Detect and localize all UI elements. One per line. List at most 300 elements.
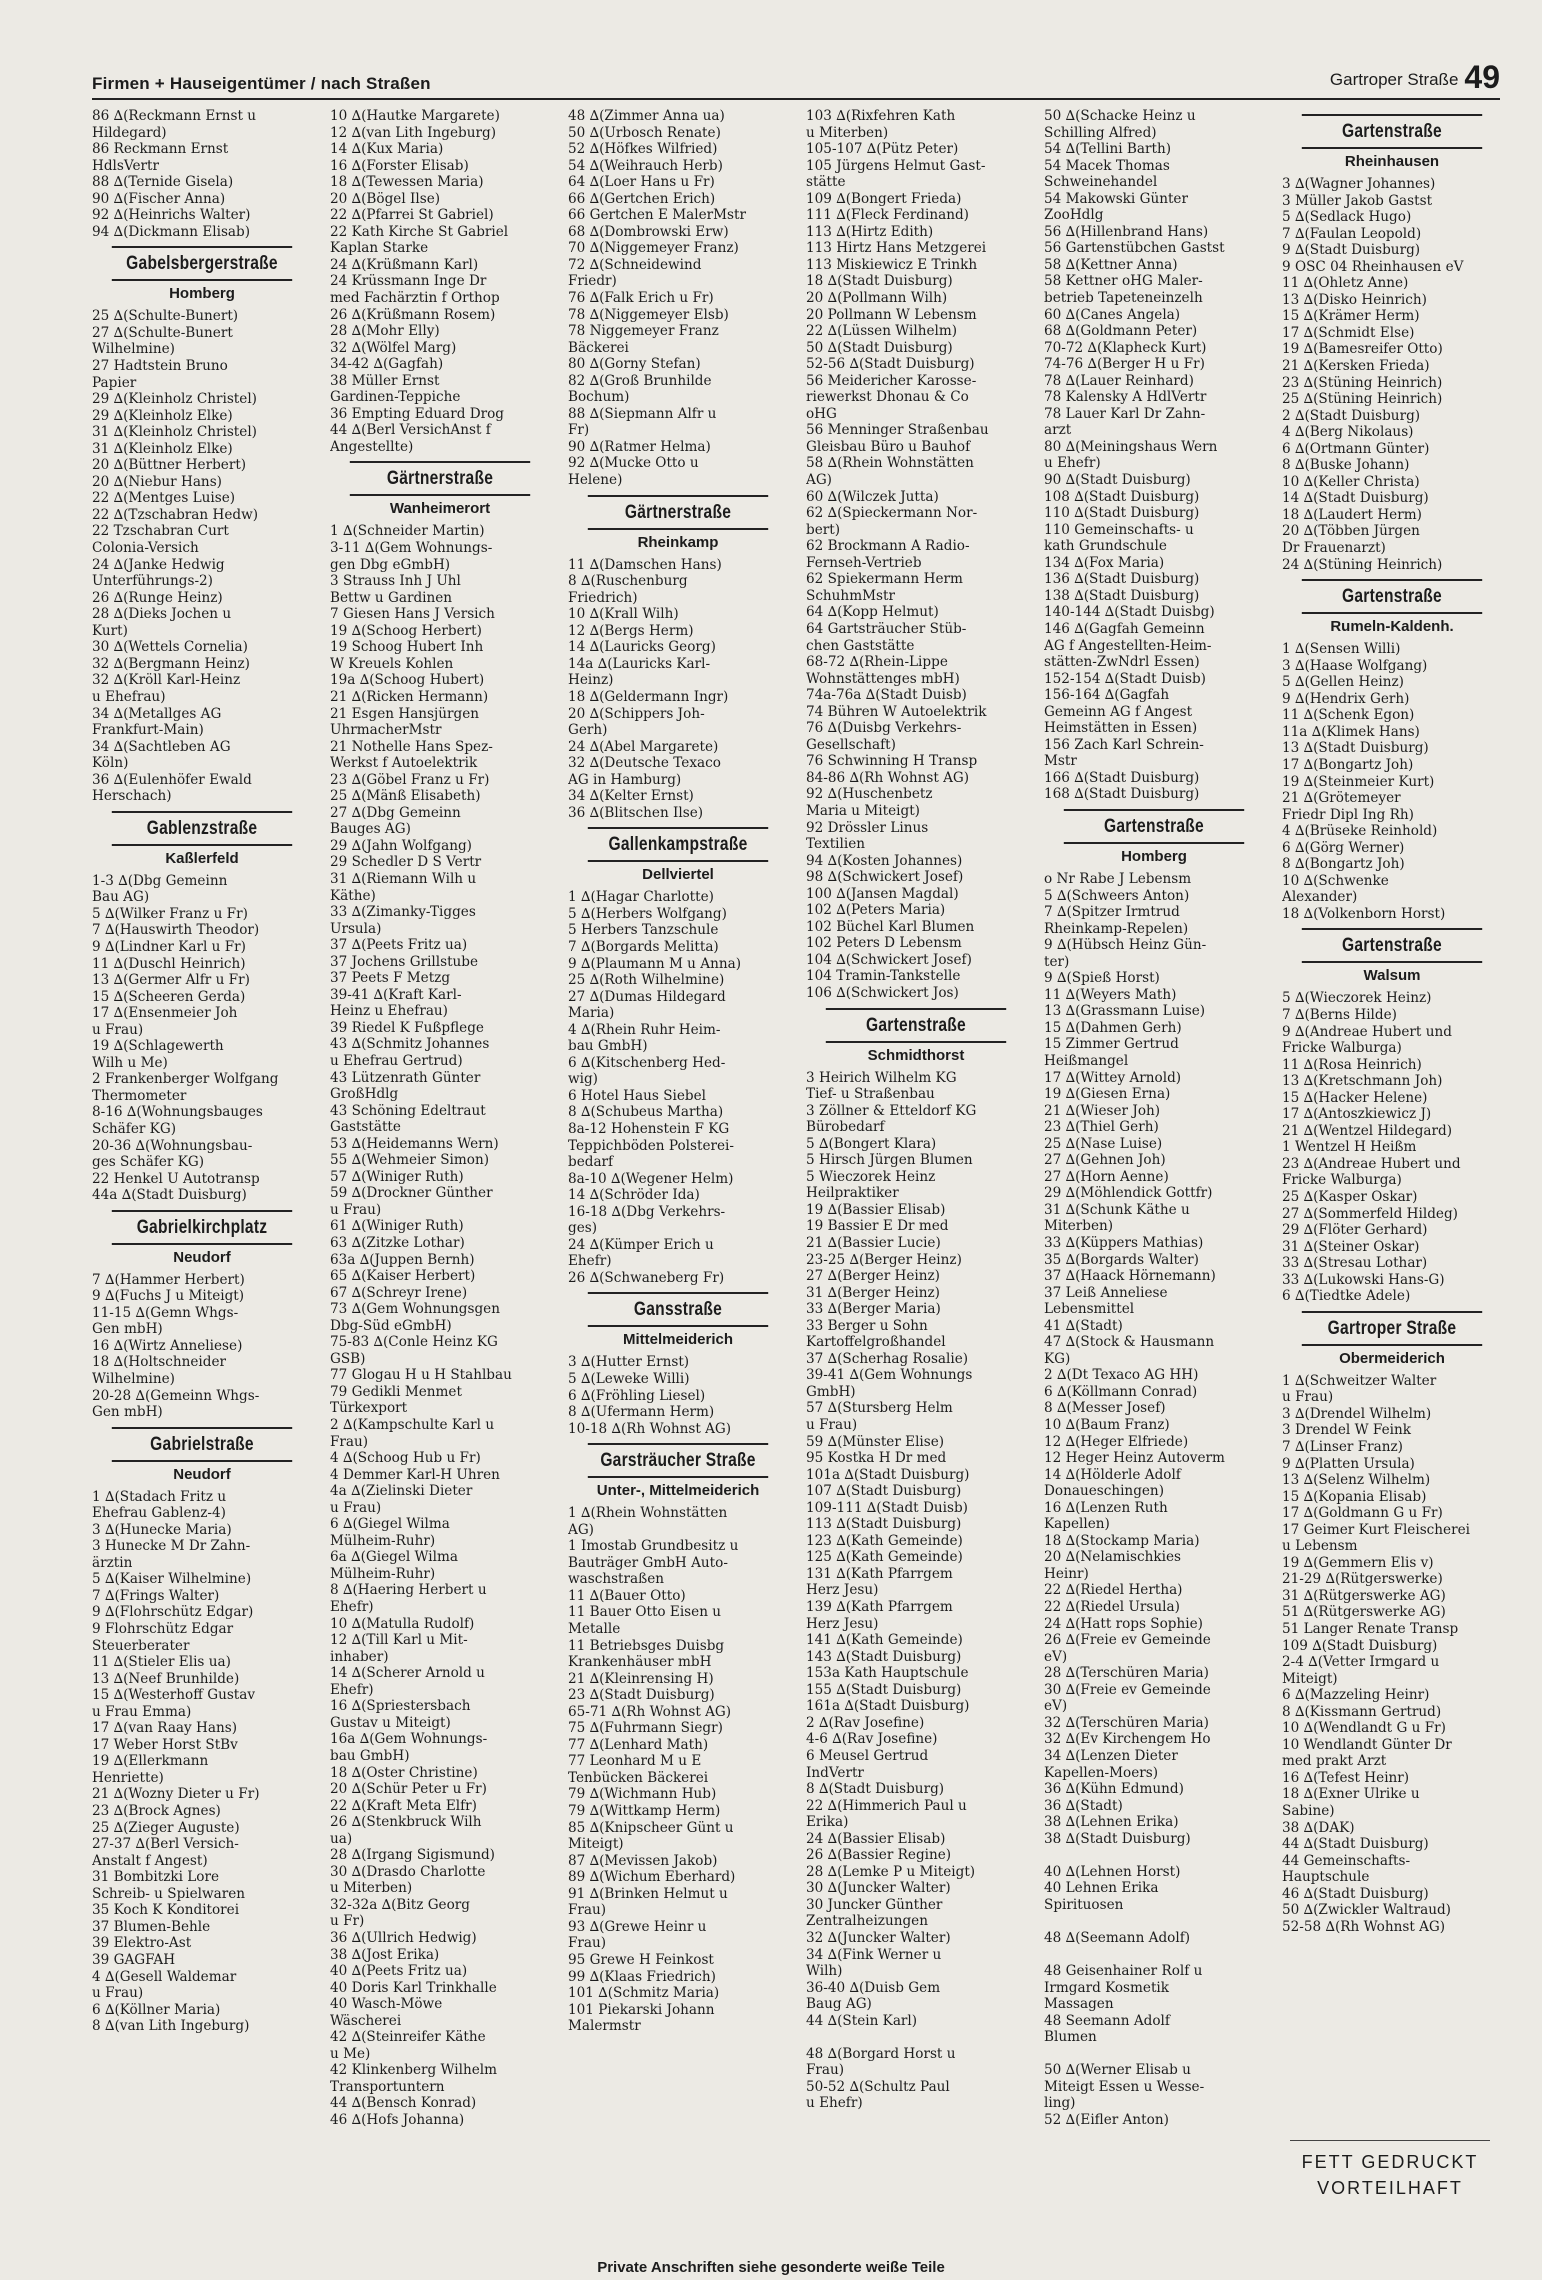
directory-entry: 8a-10 ∆(Wegener Helm)	[568, 1170, 734, 1187]
directory-entry: 5 ∆(Sedlack Hugo)	[1282, 209, 1412, 226]
directory-entry: 25 ∆(Zieger Auguste)	[92, 1819, 240, 1836]
directory-entry: 10 ∆(Matulla Rudolf)	[330, 1615, 475, 1632]
directory-entry: Hildegard)	[92, 124, 167, 141]
directory-entry: Schilling Alfred)	[1044, 124, 1157, 141]
directory-entry: 3 Heirich Wilhelm KG	[806, 1069, 957, 1086]
directory-entry: 88 ∆(Ternide Gisela)	[92, 174, 234, 191]
street-name: Gabelsbergerstraße	[112, 246, 292, 281]
directory-entry: 24 ∆(Abel Margarete)	[568, 738, 719, 755]
directory-entry: 15 ∆(Scheeren Gerda)	[92, 988, 246, 1005]
directory-entry: 140-144 ∆(Stadt Duisbg)	[1044, 604, 1215, 621]
directory-entry: 9 ∆(Hübsch Heinz Gün-	[1044, 937, 1207, 954]
directory-entry: 20 ∆(Niebur Hans)	[92, 473, 222, 490]
directory-entry: 11 ∆(Damschen Hans)	[568, 556, 722, 573]
directory-entry: 22 ∆(Himmerich Paul u	[806, 1797, 967, 1814]
directory-entry: 33 Berger u Sohn	[806, 1317, 928, 1334]
directory-entry: 13 ∆(Neef Brunhilde)	[92, 1670, 240, 1687]
directory-entry: 44 ∆(Stein Karl)	[806, 2012, 918, 2029]
directory-entry: 6 ∆(Köllner Maria)	[92, 2001, 221, 2018]
directory-entry: 40 ∆(Lehnen Horst)	[1044, 1863, 1181, 1880]
directory-entry: 31 ∆(Steiner Oskar)	[1282, 1238, 1420, 1255]
directory-entry: 35 Koch K Konditorei	[92, 1902, 240, 1919]
directory-entry: 63 ∆(Zitzke Lothar)	[330, 1235, 465, 1251]
directory-entry: 5 Hirsch Jürgen Blumen	[806, 1152, 973, 1169]
directory-entry: 38 ∆(Jost Erika)	[330, 1946, 440, 1963]
directory-entry: Papier	[92, 374, 137, 391]
directory-entry: 11 ∆(Schenk Egon)	[1282, 707, 1415, 724]
directory-entry: 98 ∆(Schwickert Josef)	[806, 869, 964, 886]
directory-entry: 13 ∆(Grassmann Luise)	[1044, 1003, 1206, 1020]
directory-entry: GroßHdlg	[330, 1086, 399, 1103]
directory-entry: 80 ∆(Gorny Stefan)	[568, 356, 701, 373]
directory-entry: 11 ∆(Rosa Heinrich)	[1282, 1056, 1422, 1073]
directory-entry: 24 ∆(Bassier Elisab)	[806, 1830, 946, 1847]
directory-entry: 46 ∆(Stadt Duisburg)	[1282, 1885, 1429, 1902]
directory-entry: Türkexport	[330, 1400, 408, 1417]
directory-entry: 54 ∆(Tellini Barth)	[1044, 141, 1172, 158]
directory-entry: 52-58 ∆(Rh Wohnst AG)	[1282, 1918, 1446, 1935]
directory-entry: 7 ∆(Hauswirth Theodor)	[92, 922, 260, 939]
directory-entry: 16 ∆(Lenzen Ruth	[1044, 1499, 1168, 1516]
directory-entry: 37 Leiß Anneliese	[1044, 1284, 1168, 1301]
directory-entry: 63a ∆(Juppen Bernh)	[330, 1251, 475, 1268]
directory-entry: Gardinen-Teppiche	[330, 389, 461, 406]
district-name: Kaßlerfeld	[165, 849, 239, 867]
directory-entry: 34 ∆(Kelter Ernst)	[568, 788, 694, 805]
directory-entry: Tenbücken Bäckerei	[568, 1769, 709, 1786]
directory-entry: Gesellschaft)	[806, 736, 896, 753]
directory-entry: 11 Bauer Otto Eisen u	[568, 1604, 722, 1621]
directory-entry: 26 ∆(Schwaneberg Fr)	[568, 1269, 725, 1286]
directory-entry: Ehefr)	[330, 1681, 374, 1698]
directory-entry: u Ehefr)	[1044, 455, 1101, 472]
directory-entry: Malermstr	[568, 2018, 641, 2035]
directory-entry: 40 ∆(Peets Fritz ua)	[330, 1963, 468, 1980]
directory-entry: GSB)	[330, 1350, 366, 1367]
directory-entry: 7 ∆(Spitzer Irmtrud	[1044, 904, 1180, 921]
directory-entry: 64 Gartsträucher Stüb-	[806, 620, 967, 637]
directory-entry: Teppichböden Polsterei-	[568, 1137, 734, 1154]
directory-entry: 59 ∆(Münster Elise)	[806, 1433, 945, 1450]
directory-entry: 27 ∆(Dbg Gemeinn	[330, 804, 461, 821]
directory-entry: 51 ∆(Rütgerswerke AG)	[1282, 1604, 1446, 1621]
directory-entry: 50 ∆(Schacke Heinz u	[1044, 108, 1196, 124]
directory-entry: 6 ∆(Köllmann Conrad)	[1044, 1383, 1198, 1400]
directory-entry: 16-18 ∆(Dbg Verkehrs-	[568, 1203, 726, 1220]
directory-entry: 7 Giesen Hans J Versich	[330, 606, 495, 623]
directory-entry: 125 ∆(Kath Gemeinde)	[806, 1549, 963, 1566]
directory-entry: 46 ∆(Hofs Johanna)	[330, 2111, 465, 2128]
directory-entry: 33 ∆(Stresau Lothar)	[1282, 1255, 1428, 1272]
directory-entry: 21 ∆(Kersken Frieda)	[1282, 358, 1430, 375]
directory-entry: 16 ∆(Tefest Heinr)	[1282, 1769, 1410, 1786]
directory-entry: 55 ∆(Wehmeier Simon)	[330, 1152, 490, 1169]
directory-entry: 33 ∆(Zimanky-Tigges	[330, 904, 476, 921]
directory-entry: 2-4 ∆(Vetter Irmgard u	[1282, 1654, 1440, 1671]
directory-entry: 48 ∆(Borgard Horst u	[806, 2045, 956, 2062]
directory-entry: 168 ∆(Stadt Duisburg)	[1044, 786, 1200, 803]
directory-entry: 110 ∆(Stadt Duisburg)	[1044, 505, 1200, 522]
directory-entry: 23 ∆(Thiel Gerh)	[1044, 1119, 1159, 1136]
directory-entry: 94 ∆(Dickmann Elisab)	[92, 223, 251, 240]
directory-entry: 10 Wendlandt Günter Dr	[1282, 1736, 1452, 1753]
street-name: Gablenzstraße	[112, 811, 292, 846]
directory-entry: Gaststätte	[330, 1119, 401, 1136]
directory-entry: 20 ∆(Pollmann Wilh)	[806, 290, 948, 307]
directory-entry: 26 ∆(Runge Heinz)	[92, 589, 223, 606]
directory-entry: u Frau)	[92, 1021, 144, 1038]
directory-entry: IndVertr	[806, 1764, 864, 1781]
directory-entry: 5 ∆(Wilker Franz u Fr)	[92, 905, 248, 922]
directory-entry: u Me)	[330, 2045, 371, 2062]
directory-entry: 24 ∆(Krüßmann Karl)	[330, 256, 479, 273]
directory-entry: 86 Reckmann Ernst	[92, 141, 229, 158]
directory-entry: 131 ∆(Kath Pfarrgem	[806, 1565, 953, 1582]
directory-entry: 32 ∆(Terschüren Maria)	[1044, 1714, 1209, 1731]
directory-entry: 102 Peters D Lebensm	[806, 935, 962, 952]
street-heading	[568, 495, 788, 553]
directory-entry: 40 Doris Karl Trinkhalle	[330, 1979, 497, 1996]
directory-entry: 8 ∆(Schubeus Martha)	[568, 1104, 724, 1121]
directory-entry: betrieb Tapeteneinzelh	[1044, 290, 1203, 307]
district-name: Schmidthorst	[867, 1046, 965, 1064]
directory-entry: 139 ∆(Kath Pfarrgem	[806, 1599, 953, 1616]
directory-entry: 23 ∆(Andreae Hubert und	[1282, 1155, 1461, 1172]
directory-entry: 3 Drendel W Feink	[1282, 1422, 1411, 1439]
directory-entry: 8 ∆(Ruschenburg	[568, 573, 688, 590]
street-heading	[1282, 928, 1502, 986]
directory-entry: 22 ∆(Kraft Meta Elfr)	[330, 1797, 477, 1814]
directory-entry: 44a ∆(Stadt Duisburg)	[92, 1187, 247, 1204]
directory-entry: 24 Krüssmann Inge Dr	[330, 273, 487, 290]
directory-entry: 22 ∆(Tzschabran Hedw)	[92, 506, 259, 523]
directory-entry: 40 Wasch-Möwe	[330, 1996, 443, 2013]
directory-entry: 17 Weber Horst StBv	[92, 1736, 238, 1753]
directory-entry: Dbg-Süd eGmbH)	[330, 1317, 452, 1334]
directory-entry: 59 ∆(Drockner Günther	[330, 1185, 493, 1202]
directory-entry: 21 ∆(Wieser Joh)	[1044, 1102, 1161, 1119]
directory-entry: Gerh)	[568, 722, 608, 739]
directory-entry: 78 Lauer Karl Dr Zahn-	[1044, 405, 1206, 422]
directory-entry: 12 ∆(Till Karl u Mit-	[330, 1632, 468, 1649]
directory-entry: 53 ∆(Heidemanns Wern)	[330, 1135, 499, 1152]
directory-entry: 10-18 ∆(Rh Wohnst AG)	[568, 1420, 732, 1437]
directory-entry: 48 Seemann Adolf	[1044, 2012, 1170, 2029]
directory-entry: Bauges AG)	[330, 821, 411, 838]
directory-entry: 23 ∆(Brock Agnes)	[92, 1803, 221, 1820]
directory-entry: 3-11 ∆(Gem Wohnungs-	[330, 540, 493, 557]
directory-entry: 25 ∆(Stüning Heinrich)	[1282, 391, 1443, 408]
directory-entry: 138 ∆(Stadt Duisburg)	[1044, 587, 1200, 604]
directory-entry: Henriette)	[92, 1769, 164, 1786]
directory-entry: 27 ∆(Dumas Hildegard	[568, 988, 726, 1005]
directory-entry: 33 ∆(Lukowski Hans-G)	[1282, 1271, 1445, 1288]
directory-entry: 1 Wentzel H Heißm	[1282, 1139, 1417, 1156]
directory-entry: Frankfurt-Main)	[92, 722, 204, 739]
directory-entry: 95 Grewe H Feinkost	[568, 1951, 714, 1968]
directory-entry: 23-25 ∆(Berger Heinz)	[806, 1251, 962, 1268]
directory-entry: 37 Peets F Metzg	[330, 970, 451, 987]
directory-entry: 136 ∆(Stadt Duisburg)	[1044, 571, 1200, 588]
directory-entry: 17 Geimer Kurt Fleischerei	[1282, 1521, 1470, 1538]
directory-entry: 44 ∆(Bensch Konrad)	[330, 2095, 477, 2112]
district-name: Dellviertel	[642, 866, 714, 884]
directory-entry: 4 ∆(Berg Nikolaus)	[1282, 424, 1414, 441]
directory-entry: 75 ∆(Fuhrmann Siegr)	[568, 1720, 723, 1737]
directory-entry: 22 ∆(Lüssen Wilhelm)	[806, 323, 958, 340]
directory-entry: Bau AG)	[92, 889, 150, 906]
directory-entry: 28 ∆(Dieks Jochen u	[92, 606, 232, 623]
directory-entry: AG in Hamburg)	[568, 771, 682, 788]
directory-entry: 37 ∆(Haack Hörnemann)	[1044, 1268, 1216, 1285]
directory-entry: 7 ∆(Frings Walter)	[92, 1587, 220, 1604]
directory-entry: med prakt Arzt	[1282, 1753, 1387, 1770]
directory-entry: 123 ∆(Kath Gemeinde)	[806, 1532, 963, 1549]
directory-entry: 70 ∆(Niggemeyer Franz)	[568, 240, 739, 257]
directory-entry: Ehefr)	[568, 1253, 612, 1270]
directory-entry: 5 ∆(Leweke Willi)	[568, 1371, 690, 1387]
directory-entry: 29 ∆(Jahn Wolfgang)	[330, 837, 472, 854]
directory-entry: Bauträger GmbH Auto-	[568, 1554, 728, 1571]
directory-entry: 62 Brockmann A Radio-	[806, 538, 970, 555]
directory-entry: 10 ∆(Wendlandt G u Fr)	[1282, 1720, 1446, 1737]
directory-entry: Erika)	[806, 1814, 849, 1831]
directory-entry: 57 ∆(Stursberg Helm	[806, 1400, 953, 1417]
directory-entry: 11-15 ∆(Gemn Whgs-	[92, 1304, 239, 1321]
directory-entry: 20 ∆(Büttner Herbert)	[92, 457, 247, 474]
column-3	[568, 108, 788, 2248]
directory-entry: 36 ∆(Ullrich Hedwig)	[330, 1929, 477, 1946]
directory-entry: inhaber)	[330, 1648, 389, 1665]
directory-entry: 9 ∆(Spieß Horst)	[1044, 970, 1160, 987]
directory-entry: 64 ∆(Loer Hans u Fr)	[568, 174, 715, 191]
directory-entry: 30 ∆(Wettels Cornelia)	[92, 639, 248, 656]
directory-entry: 7 ∆(Linser Franz)	[1282, 1439, 1403, 1455]
directory-entry: 61 ∆(Winiger Ruth)	[330, 1218, 464, 1235]
directory-entry: 56 Menninger Straßenbau	[806, 422, 989, 439]
directory-entry: 141 ∆(Kath Gemeinde)	[806, 1632, 963, 1649]
directory-entry: 30 ∆(Drasdo Charlotte	[330, 1863, 486, 1880]
directory-entry: 34 ∆(Metallges AG	[92, 705, 222, 722]
directory-entry: Massagen	[1044, 1996, 1114, 2013]
directory-entry: 4 ∆(Schoog Hub u Fr)	[330, 1450, 481, 1467]
directory-entry: 68-72 ∆(Rhein-Lippe	[806, 654, 948, 671]
directory-entry: Miteigt)	[1282, 1670, 1338, 1687]
directory-entry: 32 ∆(Wölfel Marg)	[330, 339, 457, 356]
directory-entry: 37 ∆(Scherhag Rosalie)	[806, 1350, 969, 1367]
directory-entry: 5 Herbers Tanzschule	[568, 922, 719, 939]
street-name: Gallenkampstraße	[588, 827, 768, 862]
directory-entry: 20 ∆(Schippers Joh-	[568, 705, 705, 722]
directory-entry: 37 Blumen-Behle	[92, 1918, 211, 1935]
directory-entry: 56 Meidericher Karosse-	[806, 372, 977, 389]
district-name: Homberg	[1121, 847, 1187, 865]
directory-entry: 1 ∆(Sensen Willi)	[1282, 641, 1401, 658]
directory-entry: 161a ∆(Stadt Duisburg)	[806, 1698, 970, 1715]
street-name: Garsträucher Straße	[588, 1443, 768, 1478]
directory-entry: Spirituosen	[1044, 1896, 1124, 1913]
directory-entry: Heinr)	[1044, 1565, 1089, 1582]
directory-entry: 24 ∆(Janke Hedwig	[92, 556, 225, 573]
directory-entry: 60 ∆(Canes Angela)	[1044, 306, 1181, 323]
directory-entry: Mülheim-Ruhr)	[330, 1532, 436, 1549]
directory-entry: 17 ∆(Wittey Arnold)	[1044, 1069, 1182, 1086]
directory-entry: 52 ∆(Eifler Anton)	[1044, 2111, 1169, 2128]
directory-entry: Miteigt)	[568, 1836, 624, 1853]
directory-entry: 35 ∆(Borgards Walter)	[1044, 1251, 1199, 1268]
directory-entry: 18 ∆(Stadt Duisburg)	[806, 273, 953, 290]
directory-entry: 18 ∆(Holtschneider	[92, 1354, 226, 1371]
directory-entry	[806, 2029, 1026, 2046]
district-name: Rheinhausen	[1344, 153, 1440, 170]
street-heading	[92, 246, 312, 304]
directory-entry: 20 ∆(Bögel Ilse)	[330, 190, 441, 207]
directory-entry: 11 ∆(Weyers Math)	[1044, 986, 1177, 1003]
directory-entry: 44 ∆(Stadt Duisburg)	[1282, 1836, 1429, 1853]
directory-entry: 109-111 ∆(Stadt Duisb)	[806, 1499, 968, 1516]
directory-entry: 16 ∆(Forster Elisab)	[330, 157, 469, 174]
directory-entry: bert)	[806, 521, 841, 538]
directory-entry: 1 Imostab Grundbesitz u	[568, 1538, 739, 1555]
directory-entry: Frau)	[806, 2062, 845, 2079]
directory-entry: 70-72 ∆(Klapheck Kurt)	[1044, 339, 1207, 356]
directory-entry: 32 ∆(Ev Kirchengem Ho	[1044, 1731, 1211, 1748]
directory-entry: Kapellen-Moers)	[1044, 1764, 1159, 1781]
directory-entry	[1044, 1847, 1264, 1864]
directory-entry: 22 ∆(Mentges Luise)	[92, 490, 236, 507]
directory-entry: 52-56 ∆(Stadt Duisburg)	[806, 356, 975, 373]
directory-entry: 27 ∆(Gehnen Joh)	[1044, 1152, 1166, 1169]
directory-entry: 8 ∆(Messer Josef)	[1044, 1400, 1166, 1417]
directory-entry: 58 ∆(Kettner Anna)	[1044, 256, 1178, 273]
directory-entry: 14a ∆(Lauricks Karl-	[568, 655, 711, 672]
directory-entry: 16 ∆(Wirtz Anneliese)	[92, 1337, 243, 1354]
directory-entry: 6 ∆(Kitschenberg Hed-	[568, 1054, 726, 1071]
directory-entry: Friedr)	[568, 273, 617, 290]
directory-entry: 90 ∆(Stadt Duisburg)	[1044, 472, 1191, 489]
directory-entry: Textilien	[806, 836, 866, 853]
directory-entry: 14 ∆(Kux Maria)	[330, 141, 444, 158]
directory-entry: 40 Lehnen Erika	[1044, 1880, 1159, 1897]
directory-entry: u Miterben)	[330, 1880, 413, 1897]
directory-entry: 23 ∆(Stüning Heinrich)	[1282, 374, 1443, 391]
directory-entry: 36 ∆(Kühn Edmund)	[1044, 1781, 1184, 1798]
directory-entry: 25 ∆(Nase Luise)	[1044, 1135, 1163, 1152]
directory-entry: 73 ∆(Gem Wohnungsgen	[330, 1301, 500, 1318]
directory-entry: 31 ∆(Schunk Käthe u	[1044, 1201, 1190, 1218]
directory-entry: 7 ∆(Hammer Herbert)	[92, 1271, 245, 1288]
directory-entry: 113 ∆(Stadt Duisburg)	[806, 1516, 962, 1533]
directory-entry: 99 ∆(Klaas Friedrich)	[568, 1968, 716, 1985]
directory-entry: 36-40 ∆(Duisb Gem	[806, 1979, 941, 1996]
directory-entry: 30 ∆(Juncker Walter)	[806, 1880, 951, 1897]
directory-entry: 88 ∆(Siepmann Alfr u	[568, 405, 717, 422]
directory-entry: u Ehefrau Gertrud)	[330, 1052, 463, 1069]
directory-entry: 78 Kalensky A HdlVertr	[1044, 389, 1207, 406]
directory-entry: 10 ∆(Keller Christa)	[1282, 473, 1420, 490]
directory-entry: UhrmacherMstr	[330, 722, 442, 739]
directory-entry: 2 ∆(Stadt Duisburg)	[1282, 407, 1421, 424]
directory-entry: Wohnstättenges mbH)	[806, 670, 960, 687]
bold-print-note-line: FETT GEDRUCKT	[1301, 2152, 1479, 2172]
bold-print-note	[1290, 2140, 1490, 2201]
directory-entry: Bürobedarf	[806, 1119, 885, 1136]
directory-entry: 31 ∆(Riemann Wilh u	[330, 870, 477, 887]
directory-entry: 64 ∆(Kopp Helmut)	[806, 604, 939, 621]
directory-entry: 21 ∆(Wozny Dieter u Fr)	[92, 1786, 260, 1803]
directory-entry: 10 ∆(Schwenke	[1282, 872, 1389, 889]
directory-entry: Wilh u Me)	[92, 1054, 168, 1071]
directory-entry: Ehefr)	[330, 1599, 374, 1616]
directory-entry: 11 ∆(Ohletz Anne)	[1282, 275, 1409, 292]
street-heading	[1282, 114, 1502, 172]
directory-entry: 11 Betriebsges Duisbg	[568, 1637, 725, 1654]
directory-entry: 38 ∆(Stadt Duisburg)	[1044, 1830, 1191, 1847]
directory-entry: Herz Jesu)	[806, 1582, 879, 1599]
directory-entry: 3 Hunecke M Dr Zahn-	[92, 1538, 251, 1555]
directory-entry: 4 ∆(Brüseke Reinhold)	[1282, 823, 1438, 840]
directory-entry: 6 Hotel Haus Siebel	[568, 1087, 706, 1104]
directory-entry: Irmgard Kosmetik	[1044, 1979, 1170, 1996]
directory-entry: HdlsVertr	[92, 157, 159, 174]
directory-entry: Wilhelmine)	[92, 1371, 175, 1387]
directory-entry: 92 Drössler Linus	[806, 819, 929, 836]
directory-entry: 2 Frankenberger Wolfgang	[92, 1071, 279, 1088]
directory-entry: Miterben)	[1044, 1218, 1114, 1235]
directory-entry: 37 Jochens Grillstube	[330, 953, 479, 970]
directory-entry: 78 Niggemeyer Franz	[568, 323, 719, 340]
directory-entry: Ehefrau Gablenz-4)	[92, 1505, 226, 1522]
directory-entry: 36 ∆(Eulenhöfer Ewald	[92, 771, 252, 788]
directory-entry: 57 ∆(Winiger Ruth)	[330, 1168, 464, 1185]
directory-entry: 4 ∆(Gesell Waldemar	[92, 1968, 237, 1985]
directory-entry: 50-52 ∆(Schultz Paul	[806, 2078, 950, 2095]
directory-entry: Steuerberater	[92, 1637, 190, 1654]
directory-entry: Bäckerei	[568, 339, 629, 356]
directory-entry: 27-37 ∆(Berl Versich-	[92, 1836, 239, 1853]
district-name: Neudorf	[173, 1465, 231, 1483]
directory-entry: 12 Heger Heinz Autoverm	[1044, 1450, 1225, 1467]
directory-entry: Käthe)	[330, 887, 376, 904]
directory-entry: 21-29 ∆(Rütgerswerke)	[1282, 1571, 1443, 1588]
directory-entry: 89 ∆(Wichum Eberhard)	[568, 1869, 736, 1886]
directory-entry: u Fr)	[330, 1913, 365, 1930]
directory-entry: 104 Tramin-Tankstelle	[806, 968, 961, 985]
directory-entry	[1044, 2046, 1264, 2063]
directory-entry: 22 Henkel U Autotransp	[92, 1170, 260, 1187]
directory-entry: 17 ∆(van Raay Hans)	[92, 1720, 238, 1737]
district-name: Rheinkamp	[637, 533, 719, 551]
directory-entry: 6 ∆(Fröhling Liesel)	[568, 1387, 706, 1404]
directory-entry: 36 ∆(Stadt)	[1044, 1797, 1123, 1814]
directory-entry: 58 Kettner oHG Maler-	[1044, 273, 1203, 290]
directory-entry: Frau)	[330, 1433, 369, 1450]
directory-entry: 24 ∆(Stüning Heinrich)	[1282, 556, 1443, 573]
directory-entry: 3 Strauss Inh J Uhl	[330, 573, 461, 590]
directory-entry: 79 ∆(Wittkamp Herm)	[568, 1803, 721, 1820]
directory-entry: 102 ∆(Peters Maria)	[806, 902, 946, 919]
directory-entry: Unterführungs-2)	[92, 573, 213, 590]
directory-entry: 74 Bühren W Autoelektrik	[806, 703, 987, 720]
directory-entry: bau GmbH)	[568, 1038, 648, 1055]
directory-entry: 6 ∆(Giegel Wilma	[330, 1516, 450, 1533]
directory-entry: 33 ∆(Berger Maria)	[806, 1301, 941, 1318]
directory-entry: 8 ∆(Kissmann Gertrud)	[1282, 1703, 1442, 1720]
directory-entry: 8a-12 Hohenstein F KG	[568, 1120, 730, 1137]
directory-columns	[92, 108, 1502, 2248]
street-name: Gansstraße	[588, 1292, 768, 1327]
directory-entry: 3 ∆(Hutter Ernst)	[568, 1354, 690, 1371]
